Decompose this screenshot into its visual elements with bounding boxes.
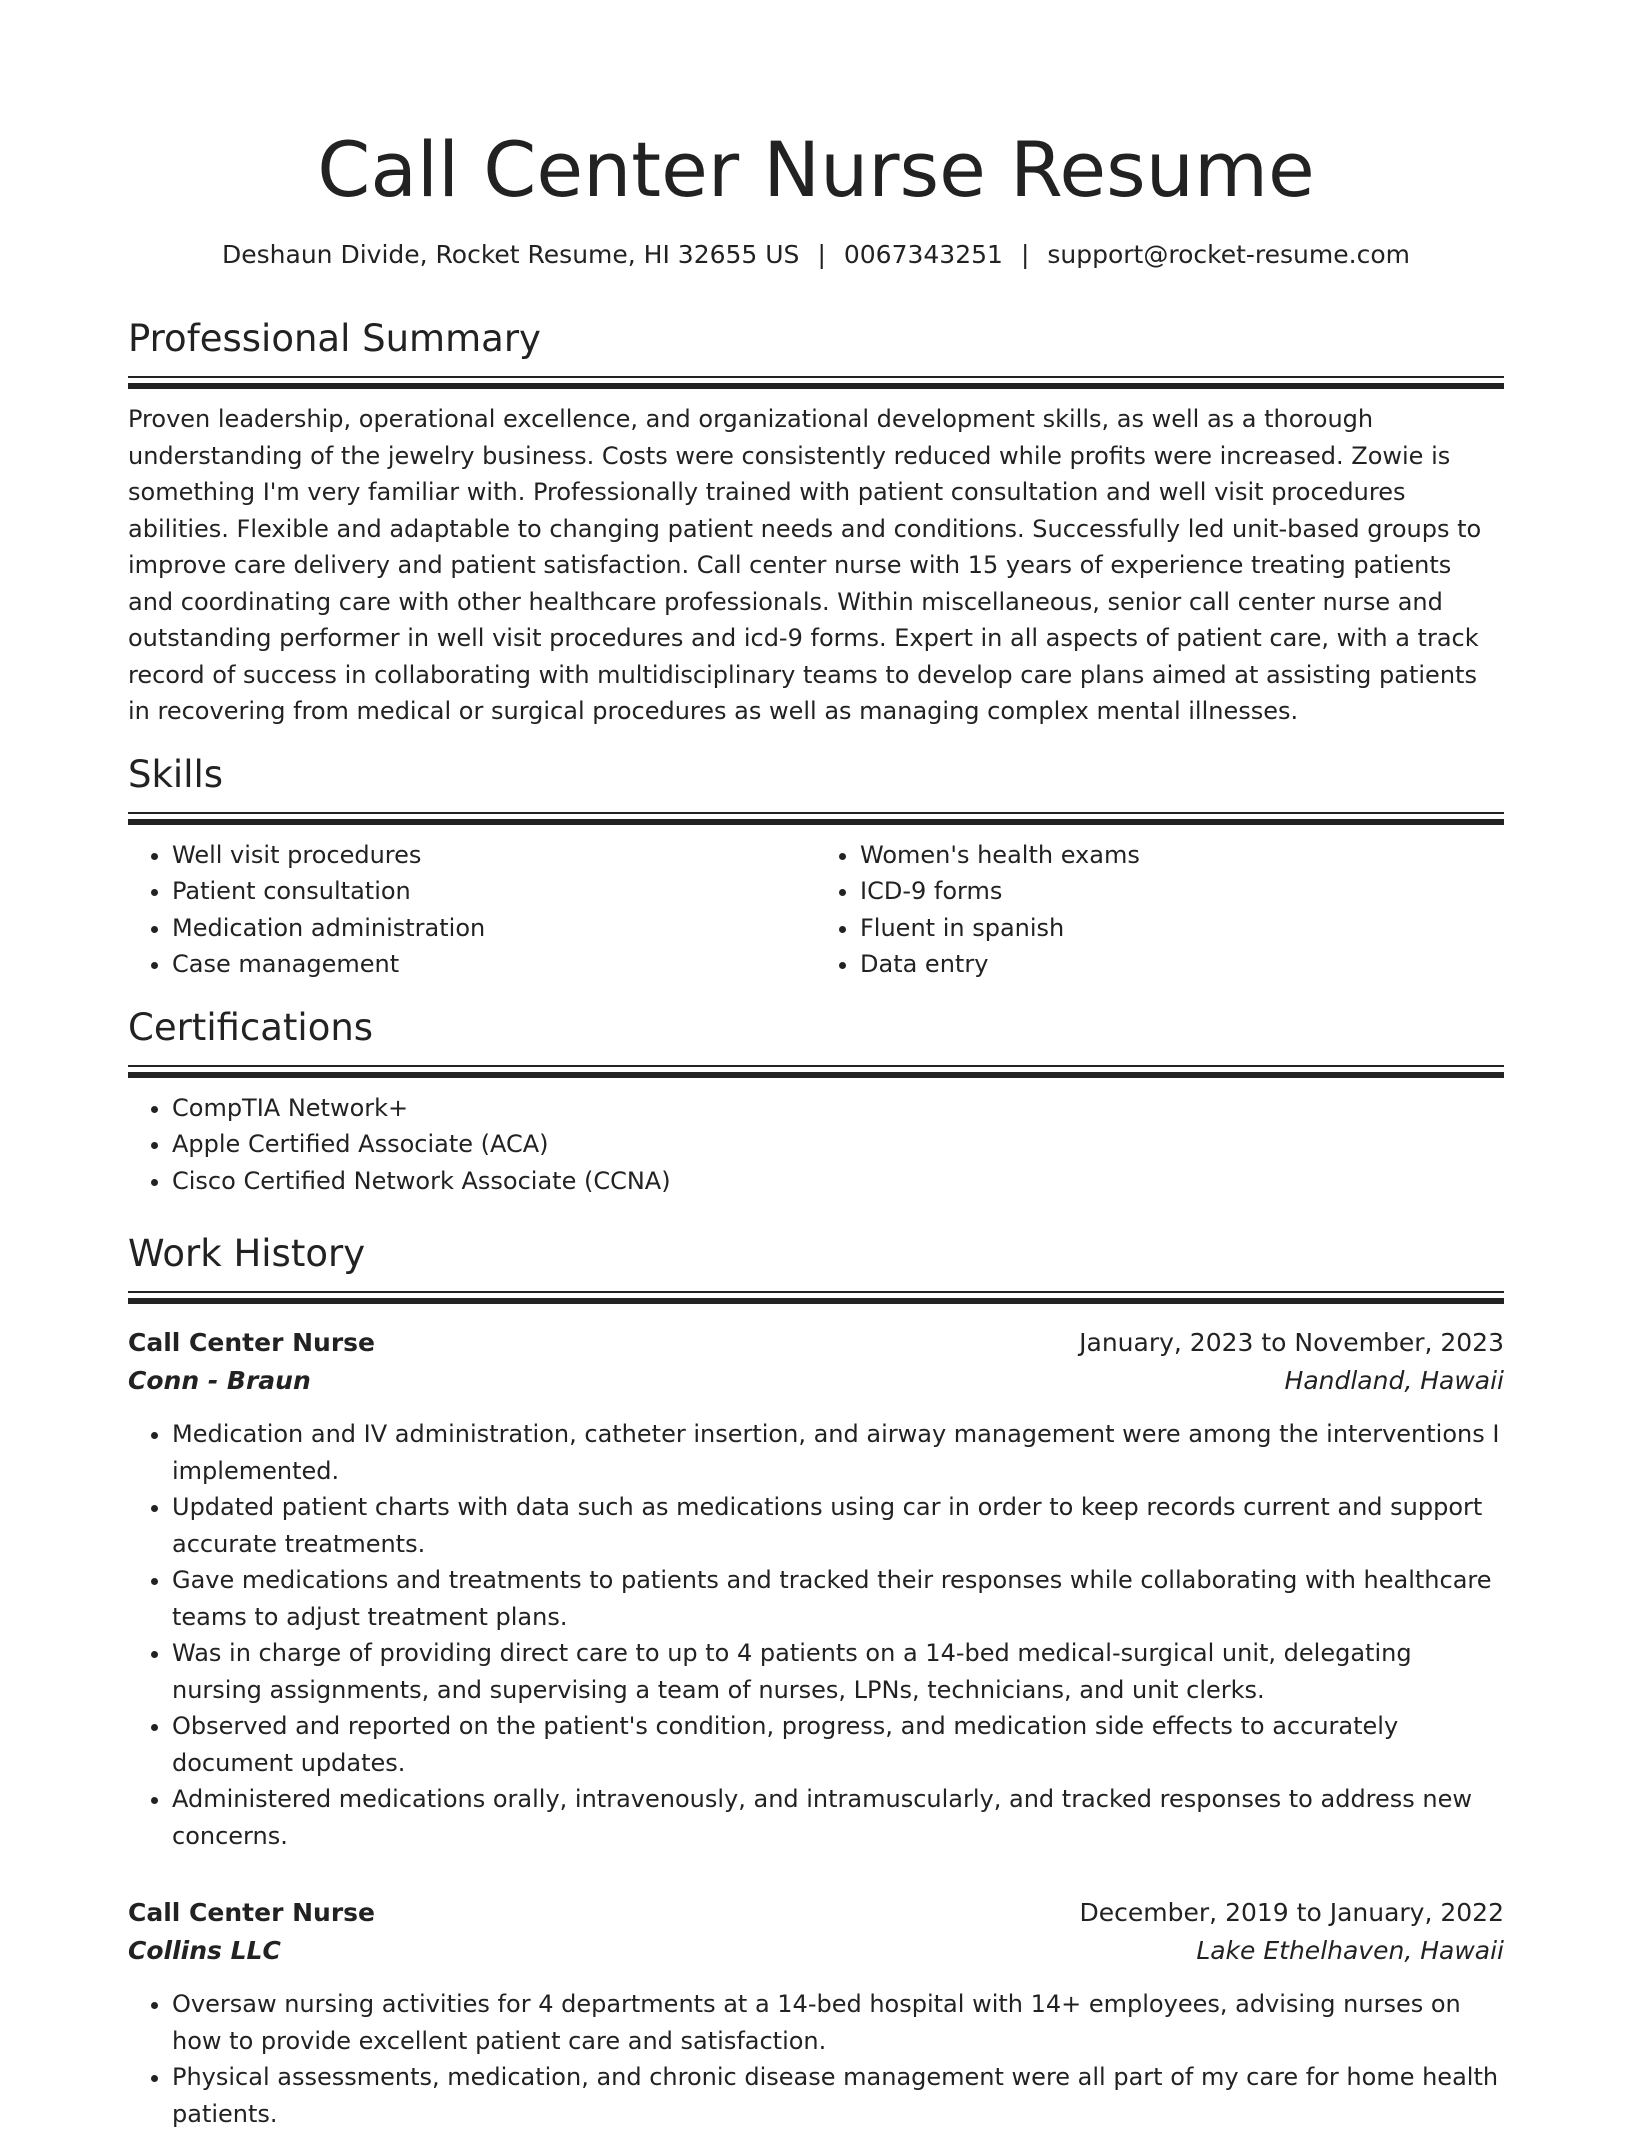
job-duty-item: • Gave medications and treatments to patients and tracked their responses while collaborating with healthcare teams to adjust treatment plans. (172, 1562, 1504, 1635)
job-location: Lake Ethelhaven, Hawaii (1196, 1936, 1504, 1965)
job-company: Conn - Braun (128, 1366, 311, 1395)
job-duty-item: • Observed and reported on the patient's condition, progress, and medication side effects to accurately document updates. (172, 1708, 1504, 1781)
skill-item: • Well visit procedures (172, 837, 816, 874)
job-duty-item: • Updated patient charts with data such as medications using car in order to keep records current and support accurate treatments. (172, 1489, 1504, 1562)
contact-email[interactable]: support@rocket-resume.com (1047, 240, 1410, 269)
contact-separator: | (1020, 240, 1030, 269)
contact-separator: | (817, 240, 826, 269)
job-duty-item: • Was in charge of providing direct care to up to 4 patients on a 14-bed medical-surgical unit, delegating nursing assignments, and supervising a team of nurses, LPNs, technicians, and unit clerks. (172, 1635, 1504, 1708)
job-title: Call Center Nurse (128, 1898, 375, 1927)
summary-text: Proven leadership, operational excellence, and organizational development skills, as well as a thorough understanding of the jewelry business. Costs were consistently reduced while profits were increased. Zowie is something I'm very familiar with. Professionally trained with patient consultation and well visit procedures abilities. Flexible and adaptable to changing patient needs and conditions. Successfully led unit-based groups to improve care delivery and patient satisfaction. Call center nurse with 15 years of experience treating patients and coordinating care with other healthcare professionals. Within miscellaneous, senior call center nurse and outstanding performer in well visit procedures and icd-9 forms. Expert in all aspects of patient care, with a track record of success in collaborating with multidisciplinary teams to develop care plans aimed at assisting patients in recovering from medical or surgical procedures as well as managing complex mental illnesses. (128, 405, 1482, 725)
skills-list-right (816, 837, 1504, 983)
job-duty-item: • Physical assessments, medication, and chronic disease management were all part of my care for home health patients. (172, 2059, 1504, 2132)
summary-heading: Professional Summary (128, 317, 541, 360)
section-divider-thick (128, 1298, 1504, 1304)
job-entry (128, 1324, 1504, 1854)
job-company-row (128, 1932, 1504, 1970)
job-company: Collins LLC (128, 1936, 281, 1965)
section-divider (128, 376, 1504, 378)
resume-page (128, 0, 1504, 2132)
job-company-row (128, 1362, 1504, 1400)
certification-item: • Apple Certified Associate (ACA) (172, 1126, 1504, 1163)
job-duty-item: • Oversaw nursing activities for 4 departments at a 14-bed hospital with 14+ employees, advising nurses on how to provide excellent patient care and satisfaction. (172, 1986, 1504, 2059)
skill-item: • Medication administration (172, 910, 816, 947)
job-location: Handland, Hawaii (1284, 1366, 1504, 1395)
skills-list-left (128, 837, 816, 983)
work-section-header (128, 1231, 1504, 1304)
certifications-section-header (128, 1005, 1504, 1078)
job-title: Call Center Nurse (128, 1328, 375, 1357)
contact-line (128, 238, 1504, 272)
section-divider (128, 1291, 1504, 1293)
skill-item: • Fluent in spanish (860, 910, 1504, 947)
skill-item: • Patient consultation (172, 873, 816, 910)
section-divider (128, 812, 1504, 814)
skills-section-header (128, 752, 1504, 825)
contact-phone: 0067343251 (843, 240, 1003, 269)
section-divider-thick (128, 1072, 1504, 1078)
skill-item: • Women's health exams (860, 837, 1504, 874)
skills-heading: Skills (128, 752, 224, 796)
skill-item: • ICD-9 forms (860, 873, 1504, 910)
job-duty-item: • Medication and IV administration, catheter insertion, and airway management were among the interventions I implemented. (172, 1416, 1504, 1489)
section-divider-thick (128, 383, 1504, 389)
skills-grid (128, 825, 1504, 983)
skill-item: • Case management (172, 946, 816, 983)
certification-item: • CompTIA Network+ (172, 1090, 1504, 1127)
certifications-heading: Certifications (128, 1005, 374, 1049)
job-header-row (128, 1324, 1504, 1362)
certification-item: • Cisco Certified Network Associate (CCNA) (172, 1163, 1504, 1200)
contact-address: Deshaun Divide, Rocket Resume, HI 32655 US (222, 240, 800, 269)
job-header-row (128, 1894, 1504, 1932)
summary-section-header (128, 316, 1504, 389)
resume-title: Call Center Nurse Resume (317, 125, 1315, 214)
job-duties-list (128, 1986, 1504, 2132)
skill-item: • Data entry (860, 946, 1504, 983)
work-heading: Work History (128, 1232, 366, 1275)
job-entry (128, 1894, 1504, 2132)
certifications-list (128, 1090, 1504, 1200)
section-divider (128, 1065, 1504, 1067)
job-duty-item: • Administered medications orally, intravenously, and intramuscularly, and tracked responses to address new concerns. (172, 1781, 1504, 1854)
job-dates: December, 2019 to January, 2022 (1079, 1898, 1504, 1927)
job-dates: January, 2023 to November, 2023 (1079, 1328, 1504, 1357)
job-duties-list (128, 1416, 1504, 1854)
